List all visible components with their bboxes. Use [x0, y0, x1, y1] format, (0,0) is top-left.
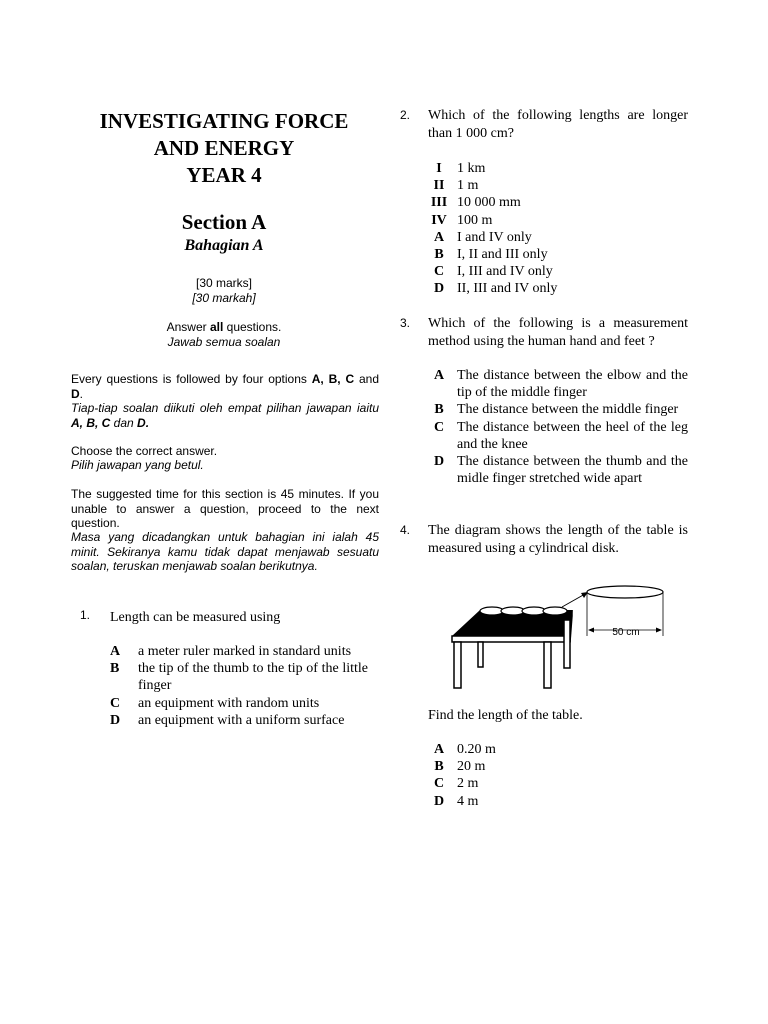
question-text: Length can be measured using: [110, 610, 281, 625]
disk-enlarged: [587, 586, 663, 598]
options-pre: Every questions is followed by four options: [71, 372, 312, 386]
option-letter: A: [433, 742, 445, 757]
question-number: 3.: [400, 316, 411, 330]
statement-text: 10 000 mm: [457, 195, 521, 211]
option-letter: B: [110, 661, 120, 677]
statement-text: 1 km: [457, 161, 486, 176]
marks: [30 marks]: [195, 276, 252, 290]
choose-instruction: Choose the correct answer.: [71, 444, 218, 458]
answer-pre: Answer: [166, 320, 210, 334]
statement-roman: I: [436, 161, 442, 176]
title-line: AND ENERGY: [153, 136, 295, 160]
disk: [543, 607, 567, 615]
question-number: 2.: [400, 108, 411, 122]
statement-iii: [428, 194, 688, 211]
statement-text: 100 m: [457, 212, 493, 228]
question-text: Which of the following is a measurement method using the human hand and feet ?: [428, 316, 688, 349]
option-b[interactable]: [428, 401, 688, 418]
option-text: The distance between the thumb and the midle finger stretched wide apart: [457, 454, 688, 487]
dimension-label: 50 cm: [612, 627, 640, 638]
options-and: and: [354, 372, 379, 386]
option-d[interactable]: [110, 712, 368, 729]
answer-post: questions.: [223, 320, 282, 334]
options-bold: A, B, C: [311, 372, 355, 386]
title-line: YEAR 4: [186, 163, 262, 187]
option-letter: D: [433, 793, 445, 809]
page-title: [70, 108, 378, 189]
option-a[interactable]: [428, 229, 688, 246]
table-leg: [454, 642, 461, 688]
pointer-arrow: [562, 594, 585, 607]
option-text: I, II and III only: [457, 247, 548, 263]
option-d[interactable]: [428, 793, 688, 810]
option-d[interactable]: [428, 453, 688, 487]
answer-instruction: [70, 320, 378, 335]
option-text: I, III and IV only: [457, 264, 553, 280]
option-text: The distance between the heel of the leg and the knee: [457, 419, 688, 452]
section-title: Section A: [181, 210, 267, 234]
option-letter: A: [110, 644, 121, 659]
options-end: .: [79, 386, 84, 401]
option-b[interactable]: [110, 660, 368, 694]
option-text: a meter ruler marked in standard units: [138, 644, 352, 659]
options-d: D: [71, 386, 80, 401]
option-text: The distance between the middle finger: [457, 402, 679, 418]
option-text: 4 m: [457, 793, 479, 809]
statement-roman: II: [433, 178, 445, 194]
option-c[interactable]: [110, 695, 368, 712]
option-a[interactable]: [428, 367, 688, 401]
disk: [480, 607, 504, 615]
table-diagram: [440, 580, 680, 695]
option-text: I and IV only: [457, 229, 532, 245]
statements-list: [428, 160, 688, 298]
option-b[interactable]: [428, 246, 688, 263]
question-number: 1.: [80, 608, 91, 622]
option-letter: B: [434, 402, 444, 418]
question-text: Which of the following lengths are longer than 1 000 cm?: [428, 108, 688, 141]
choose-instruction-malay: Pilih jawapan yang betul.: [71, 458, 204, 472]
options-malay-pre: Tiap-tiap soalan diikuti oleh empat pilihan jawapan iaitu: [71, 401, 379, 415]
options-list: [428, 367, 688, 487]
options-list: [110, 643, 368, 729]
statement-iv: [428, 212, 688, 229]
answer-instruction-malay: Jawab semua soalan: [167, 335, 281, 349]
option-c[interactable]: [428, 775, 688, 792]
question-number: 4.: [400, 523, 411, 537]
time-instruction: The suggested time for this section is 45 minutes. If you unable to answer a question, proceed to the next question.: [71, 487, 379, 530]
option-letter: C: [433, 419, 445, 435]
option-a[interactable]: [428, 741, 688, 758]
option-letter: D: [433, 454, 445, 470]
section-subtitle: Bahagian A: [184, 237, 264, 254]
option-c[interactable]: [428, 419, 688, 453]
options-malay-bold: A, B, C: [71, 415, 111, 430]
option-letter: D: [110, 712, 121, 728]
option-letter: C: [110, 695, 121, 711]
option-letter: D: [433, 281, 445, 297]
option-a[interactable]: [110, 643, 368, 660]
answer-bold: all: [209, 320, 224, 334]
table-leg: [564, 620, 570, 668]
question-text: The diagram shows the length of the table is measured using a cylindrical disk.: [428, 523, 688, 556]
question-followup: Find the length of the table.: [428, 708, 583, 723]
statement-text: 1 m: [457, 178, 479, 194]
marks-malay: [30 markah]: [192, 291, 256, 305]
title-line: INVESTIGATING FORCE: [99, 109, 349, 133]
statement-roman: IV: [431, 212, 447, 228]
table-leg: [544, 642, 551, 688]
option-letter: B: [434, 247, 444, 263]
statement-ii: [428, 177, 688, 194]
statement-i: [428, 160, 688, 177]
option-letter: A: [433, 368, 445, 383]
option-letter: C: [433, 264, 445, 280]
options-instruction-malay: [71, 401, 379, 430]
option-letter: A: [433, 229, 445, 245]
time-instruction-malay: Masa yang dicadangkan untuk bahagian ini ialah 45 minit. Sekiranya kamu tidak dapat menjawab sesuatu soalan, teruskan menjawab soalan berikutnya.: [71, 530, 379, 573]
option-letter: C: [433, 776, 445, 792]
option-text: II, III and IV only: [457, 281, 558, 297]
option-text: an equipment with a uniform surface: [138, 712, 345, 728]
option-c[interactable]: [428, 263, 688, 280]
options-instruction: [71, 372, 379, 401]
table-edge: [452, 636, 570, 642]
options-malay-dan: dan: [110, 415, 138, 430]
option-text: an equipment with random units: [138, 695, 320, 711]
option-d[interactable]: [428, 280, 688, 297]
statement-roman: III: [430, 195, 448, 211]
option-b[interactable]: [428, 758, 688, 775]
option-text: 20 m: [457, 759, 486, 775]
option-text: The distance between the elbow and the tip of the middle finger: [457, 368, 688, 401]
option-text: the tip of the thumb to the tip of the little finger: [138, 661, 368, 694]
option-text: 0.20 m: [457, 742, 496, 757]
table-leg: [478, 642, 483, 667]
options-list: [428, 741, 688, 810]
option-letter: B: [434, 759, 444, 775]
option-text: 2 m: [457, 776, 479, 792]
options-malay-d: D.: [137, 415, 150, 430]
